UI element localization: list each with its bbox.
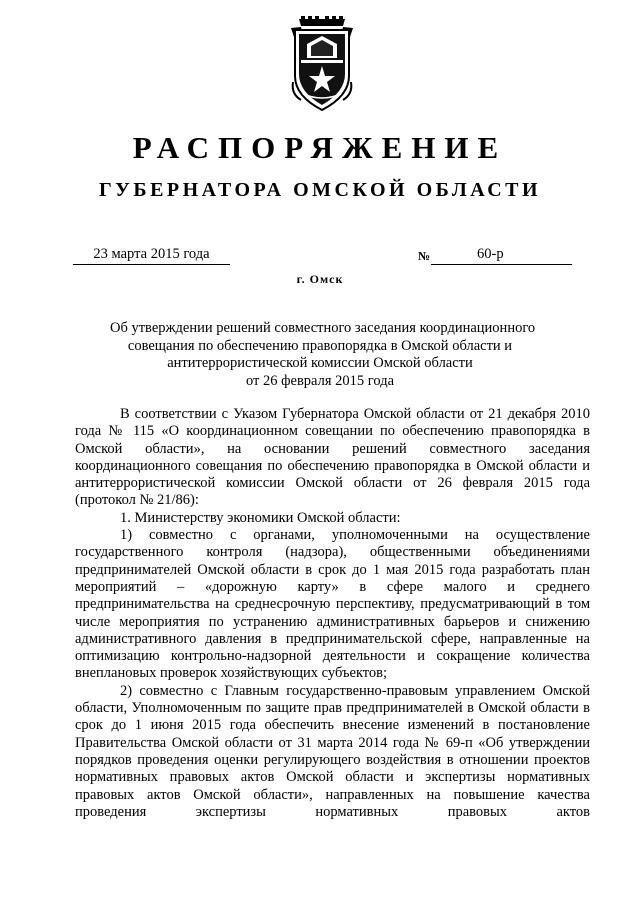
document-date: 23 марта 2015 года	[73, 244, 230, 265]
body-paragraph-preamble: В соответствии с Указом Губернатора Омской области от 21 декабря 2010 года № 115 «О координационном совещании по обеспечению правопорядка в Омской области», на основании решений совместного заседания координационного совещания по обеспечению правопорядка в Омской области и антитеррористической комиссии Омской области от 26 февраля 2015 года (протокол № 21/86):	[75, 406, 590, 509]
coat-of-arms-emblem	[287, 14, 357, 114]
body-paragraph-subitem-1: 1) совместно с органами, уполномоченными на осуществление государственного контроля (надзора), общественными объединениями предпринимателей Омской области в срок до 1 мая 2015 года разработать план мероприятий – «дорожную карту» в сфере малого и среднего предпринимательства на среднесрочную перспективу, предусматривающий в том числе мероприятия по устранению административных барьеров и снижению административного давления в предпринимательской сфере, направленные на оптимизацию контрольно-надзорной деятельности и сокращение количества внеплановых проверок хозяйствующих субъектов;	[75, 527, 590, 682]
document-number-field	[431, 244, 572, 265]
heading-line: антитеррористической комиссии Омской области	[167, 355, 473, 371]
document-number: 60-р	[477, 246, 504, 262]
heading-line: совещания по обеспечению правопорядка в Омской области и	[127, 337, 513, 354]
document-subtitle: ГУБЕРНАТОРА ОМСКОЙ ОБЛАСТИ	[98, 179, 542, 201]
number-label: №	[418, 249, 431, 263]
document-body	[75, 406, 590, 821]
heading-line: от 26 февраля 2015 года	[245, 372, 395, 389]
document-heading	[110, 320, 536, 390]
document-title: РАСПОРЯЖЕНИЕ	[132, 130, 508, 165]
document-city: г. Омск	[296, 272, 344, 286]
body-paragraph-subitem-2: 2) совместно с Главным государственно-правовым управлением Омской области, Уполномоченным по защите прав предпринимателей в Омской области в срок до 1 июня 2015 года обеспечить внесение изменений в постановление Правительства Омской области от 31 марта 2014 года № 69-п «Об утверждении порядков проведения оценки регулирующего воздействия в отношении проектов нормативных правовых актов Омской области и экспертизы нормативных правовых актов Омской области», направленных на повышение качества проведения экспертизы нормативных правовых актов	[75, 682, 590, 820]
body-paragraph-item-1: 1. Министерству экономики Омской области:	[120, 509, 401, 526]
heading-line: Об утверждении решений совместного заседания координационного	[110, 320, 536, 336]
